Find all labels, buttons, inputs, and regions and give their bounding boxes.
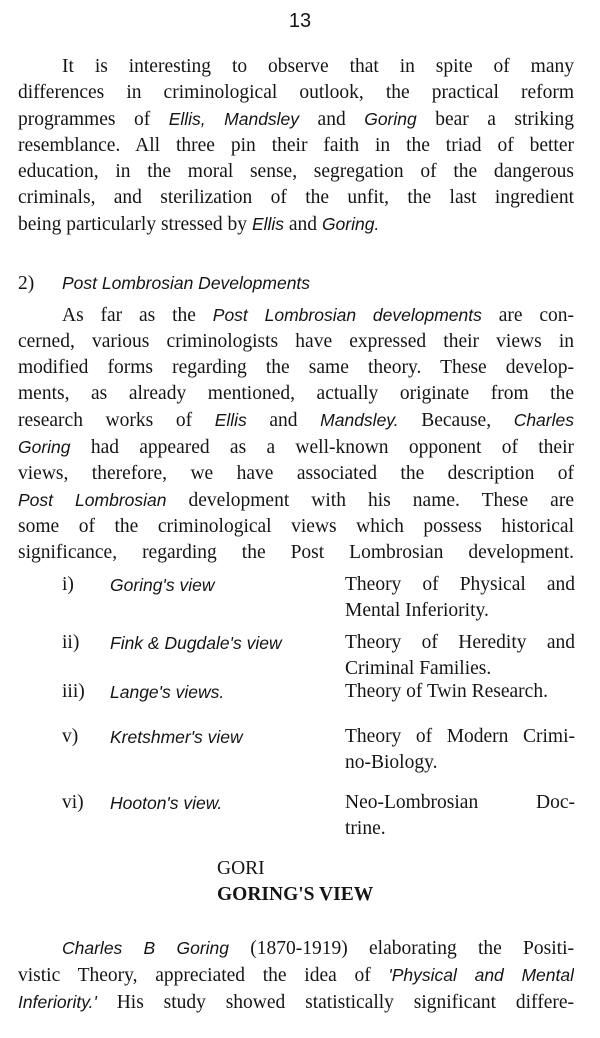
section-number: 2): [18, 273, 35, 294]
paragraph-developments: [18, 302, 574, 566]
view-theory: Neo-Lombrosian Doc- trine.: [345, 792, 575, 839]
text-line: education, in the moral sense, segregation of the dangerous: [18, 161, 574, 182]
text-line: vistic Theory, appreciated the idea of 'Physical and Mental: [18, 965, 574, 986]
view-theory: Theory of Heredity and Criminal Families.: [345, 632, 575, 679]
list-marker: vi): [62, 792, 84, 813]
view-theory: Theory of Modern Crimi- no-Biology.: [345, 726, 575, 773]
text-line: criminals, and sterilization of the unfit, the last ingredient: [18, 187, 574, 208]
view-name: Goring's view: [110, 575, 215, 595]
text-line: being particularly stressed by Ellis and Goring.: [18, 214, 380, 235]
italic-name: Ellis: [251, 214, 285, 234]
heading-gori: GORI: [217, 858, 265, 879]
paragraph-goring: [18, 935, 574, 1016]
text-line: Post Lombrosian development with his name. These are: [18, 490, 574, 511]
view-theory: Theory of Twin Research.: [345, 681, 548, 702]
text-line: research works of Ellis and Mandsley. Because, Charles: [18, 410, 574, 431]
section-heading: [18, 270, 310, 297]
list-marker: v): [62, 726, 79, 747]
view-name: Hooton's view.: [110, 793, 223, 813]
italic-name: Goring.: [321, 214, 380, 234]
italic-name: Goring: [364, 109, 417, 129]
view-name: Fink & Dugdale's view: [110, 633, 282, 653]
text-line: It is interesting to observe that in spite of many: [62, 56, 574, 77]
text-line: ments, as already mentioned, actually originate from the: [18, 383, 574, 404]
view-name: Lange's views.: [110, 682, 225, 702]
heading-goring-view: GORING'S VIEW: [217, 884, 374, 905]
text-line: programmes of Ellis, Mandsley and Goring bear a striking: [18, 109, 574, 130]
text-line: Inferiority.' His study showed statistically significant differe-: [18, 992, 574, 1013]
text-line: differences in criminological outlook, the practical reform: [18, 82, 574, 103]
paragraph-intro: [18, 54, 574, 238]
text-line: Charles B Goring (1870-1919) elaborating the Positi-: [62, 938, 574, 959]
text-line: significance, regarding the Post Lombrosian development.: [18, 542, 574, 563]
text-line: resemblance. All three pin their faith in the triad of better: [18, 135, 574, 156]
list-marker: iii): [62, 681, 85, 702]
section-title: Post Lombrosian Developments: [62, 273, 311, 293]
text-line: views, therefore, we have associated the description of: [18, 463, 574, 484]
view-name: Kretshmer's view: [110, 727, 243, 747]
list-marker: ii): [62, 632, 80, 653]
italic-names: Ellis, Mandsley: [168, 109, 300, 129]
list-marker: i): [62, 574, 74, 595]
text-line: Goring had appeared as a well-known opponent of their: [18, 437, 574, 458]
text-line: some of the criminological views which possess historical: [18, 516, 574, 537]
page-number: 13: [288, 10, 312, 32]
text-line: modified forms regarding the same theory. These develop-: [18, 357, 574, 378]
text-line: cerned, various criminologists have expressed their views in: [18, 331, 574, 352]
view-theory: Theory of Physical and Mental Inferiority.: [345, 574, 575, 621]
text-line: As far as the Post Lombrosian developments are con-: [62, 305, 574, 326]
